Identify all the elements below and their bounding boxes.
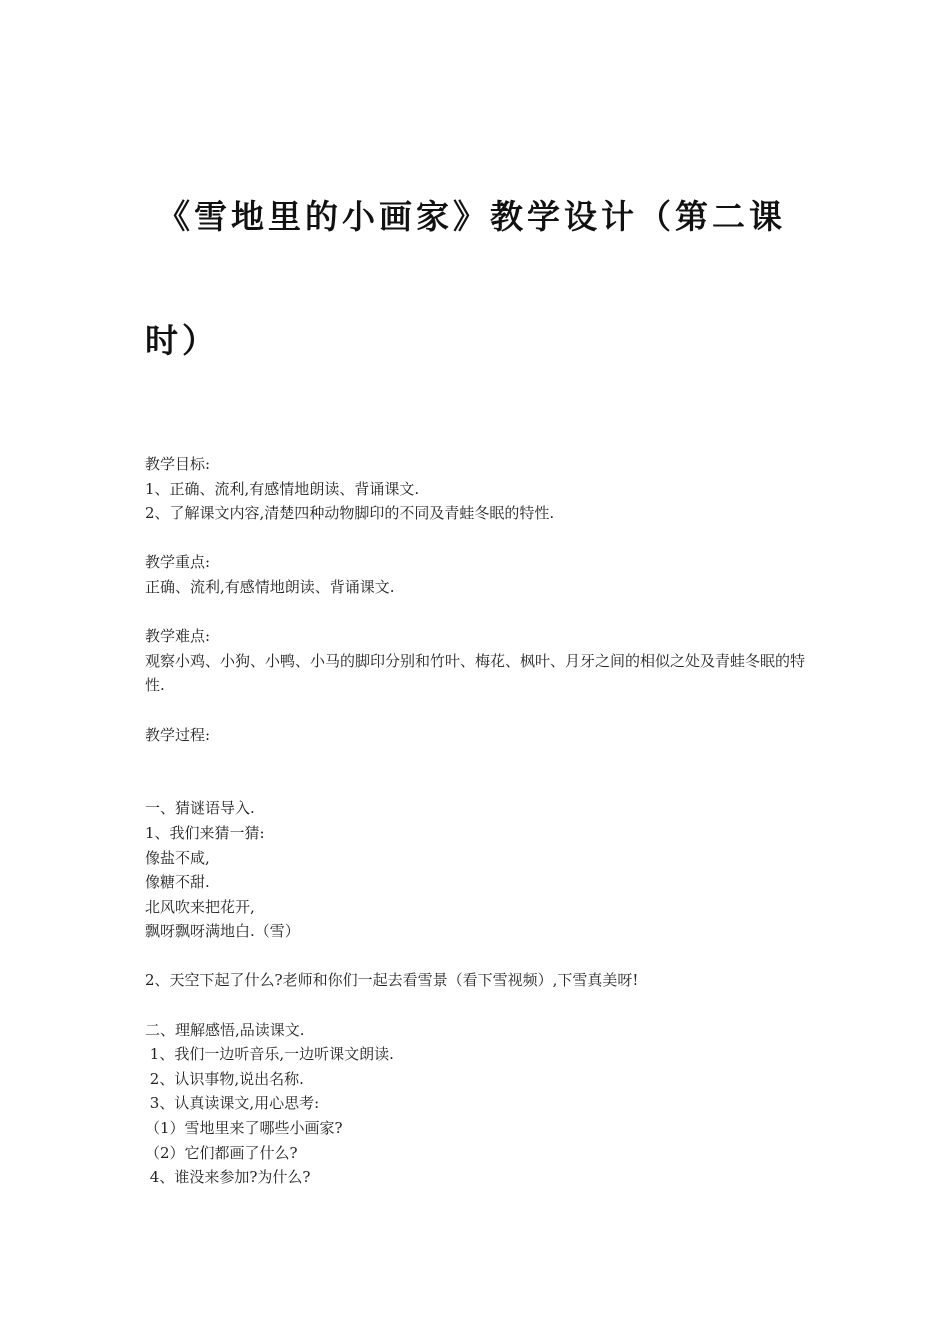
key-heading: 教学重点: xyxy=(145,553,211,572)
part2-line: （1）雪地里来了哪些小画家? xyxy=(145,1119,343,1138)
spacer xyxy=(145,772,815,797)
process-heading: 教学过程: xyxy=(145,725,211,744)
spacer xyxy=(145,600,815,625)
difficulty-text: 观察小鸡、小狗、小鸭、小马的脚印分别和竹叶、梅花、枫叶、月牙之间的相似之处及青蛙冬眠的特性. xyxy=(145,651,806,695)
part2-line: 1、我们一边听音乐,一边听课文朗读. xyxy=(145,1045,394,1064)
document-title-text: 《雪地里的小画家》教学设计（第二课时） xyxy=(145,197,786,360)
goal-item: 1、正确、流利,有感情地朗读、背诵课文. xyxy=(145,479,420,498)
spacer xyxy=(145,526,815,551)
goal-item: 2、了解课文内容,清楚四种动物脚印的不同及青蛙冬眠的特性. xyxy=(145,504,555,523)
document-title xyxy=(145,155,825,403)
part2-line: 2、认识事物,说出名称. xyxy=(145,1069,304,1088)
document-body xyxy=(145,452,815,1190)
spacer xyxy=(145,698,815,723)
part1-line: 北风吹来把花开, xyxy=(145,897,255,916)
part1-question-2: 2、天空下起了什么?老师和你们一起去看雪景（看下雪视频）,下雪真美呀! xyxy=(145,971,639,990)
part2-line: 4、谁没来参加?为什么? xyxy=(145,1168,311,1187)
part1-line: 像糖不甜. xyxy=(145,873,210,892)
spacer xyxy=(145,993,815,1018)
spacer xyxy=(145,747,815,772)
part2-heading: 二、理解感悟,品读课文. xyxy=(145,1020,305,1039)
spacer xyxy=(145,944,815,969)
part1-line: 1、我们来猜一猜: xyxy=(145,823,265,842)
part1-line: 飘呀飘呀满地白.（雪） xyxy=(145,922,300,941)
part1-heading: 一、猜谜语导入. xyxy=(145,799,255,818)
difficulty-heading: 教学难点: xyxy=(145,627,211,646)
part1-line: 像盐不咸, xyxy=(145,848,210,867)
key-text: 正确、流利,有感情地朗读、背诵课文. xyxy=(145,577,395,596)
part2-line: 3、认真读课文,用心思考: xyxy=(145,1094,320,1113)
goals-heading: 教学目标: xyxy=(145,455,211,473)
part2-line: （2）它们都画了什么? xyxy=(145,1143,298,1162)
